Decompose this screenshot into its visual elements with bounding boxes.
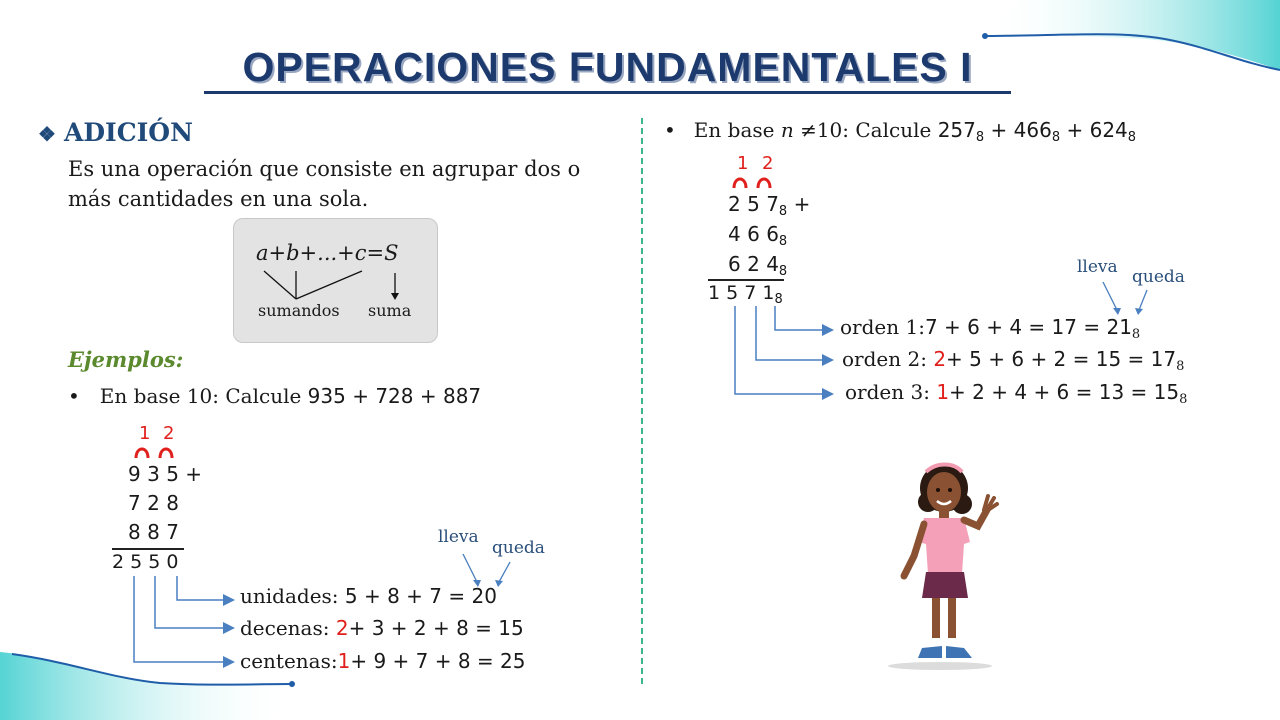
page-title: OPERACIONES FUNDAMENTALES I (242, 44, 973, 90)
plus-sign: + (185, 462, 203, 486)
digit: 7 (744, 282, 757, 304)
digit: 2 (112, 551, 125, 573)
step-label: centenas: (240, 649, 338, 673)
digit: 3 (147, 462, 160, 486)
example1-row-3 (128, 520, 179, 544)
example1-step-units (240, 584, 497, 608)
example1-row-2 (128, 491, 179, 515)
plus-sign: + (1066, 118, 1084, 142)
digit: 2 (147, 491, 160, 515)
example1-prompt-prefix: En base 10: Calcule (99, 384, 302, 408)
section-heading (38, 118, 193, 147)
example2-term: $257_8$ (937, 118, 985, 145)
example2-connector-lines (725, 300, 845, 400)
base-subscript: 8 (778, 264, 788, 279)
bullet: • (664, 118, 676, 142)
example1-step-hundreds (240, 649, 526, 673)
step-label: orden 2: (842, 347, 927, 371)
step-label: unidades: (240, 584, 339, 608)
example1-lleva-label: lleva (438, 527, 479, 547)
formula-expression: a+b+...+c=S (256, 241, 399, 265)
step-expression: + 2 + 4 + 6 = 13 = 15 (949, 380, 1180, 404)
example2-prompt-prefix: En base (693, 118, 775, 142)
example1-prompt-expression: 935 + 728 + 887 (307, 384, 482, 408)
example2-step-order-3 (845, 380, 1187, 407)
digit: 5 (747, 192, 760, 216)
step-carry: 2 (933, 347, 947, 371)
example2-row-3 (728, 252, 787, 279)
example2-prompt (664, 118, 1136, 145)
digit: 5 (726, 282, 739, 304)
digit: 5 (148, 551, 161, 573)
digit: 7 (166, 520, 179, 544)
step-expression: + 9 + 7 + 8 = 25 (350, 649, 526, 673)
digit: 4 (766, 252, 779, 276)
base-subscript: 8 (778, 204, 788, 219)
formula-box (233, 218, 438, 343)
digit: 8 (166, 491, 179, 515)
example2-row-2 (728, 222, 787, 249)
formula-addends-label: sumandos (258, 301, 340, 320)
example1-queda-label: queda (492, 538, 545, 558)
digit: 4 (728, 222, 741, 246)
example2-carry-1: 1 (737, 153, 749, 174)
example1-step-tens (240, 616, 524, 640)
step-expression: 5 + 8 + 7 = 20 (344, 584, 497, 608)
example2-sum-line (708, 279, 784, 281)
step-carry: 2 (335, 616, 349, 640)
digit: 0 (166, 551, 179, 573)
step-expression: + 3 + 2 + 8 = 15 (348, 616, 524, 640)
digit: 7 (766, 192, 779, 216)
step-expression: 7 + 6 + 4 = 17 = 21 (924, 315, 1132, 339)
digit: 8 (147, 520, 160, 544)
base-subscript: 8 (774, 292, 783, 307)
section-heading-text: ADICIÓN (63, 118, 193, 147)
step-label: orden 1: (840, 315, 925, 339)
example2-prompt-variable: n (780, 118, 794, 142)
plus-sign: + (793, 192, 811, 216)
example2-carry-2: 2 (762, 153, 774, 174)
example1-prompt (68, 384, 481, 408)
digit: 1 (708, 282, 721, 304)
example2-term: $624_8$ (1089, 118, 1137, 145)
formula-sum-label: suma (368, 301, 412, 320)
title-underline (204, 91, 1011, 94)
digit: 6 (766, 222, 779, 246)
girl-waving-illustration (880, 452, 1000, 672)
digit: 5 (166, 462, 179, 486)
digit: 1 (762, 282, 775, 304)
step-label: orden 3: (845, 380, 930, 404)
step-carry: 1 (337, 649, 351, 673)
example1-connector-lines (120, 570, 250, 670)
example2-prompt-condition: ≠10: Calcule (800, 118, 932, 142)
example1-sum-line (112, 548, 184, 550)
digit: 9 (128, 462, 141, 486)
base-subscript: 8 (1176, 359, 1185, 374)
example2-queda-label: queda (1132, 267, 1185, 287)
digit: 2 (747, 252, 760, 276)
example2-row-1 (728, 192, 810, 219)
base-subscript: 8 (1179, 392, 1188, 407)
plus-sign: + (990, 118, 1008, 142)
step-label: decenas: (240, 616, 330, 640)
example1-carry-1: 1 (139, 423, 151, 444)
column-divider (641, 118, 643, 684)
step-expression: + 5 + 6 + 2 = 15 = 17 (946, 347, 1177, 371)
digit: 6 (747, 222, 760, 246)
example2-step-order-2 (842, 347, 1184, 374)
bullet: • (68, 384, 80, 408)
example2-step-order-1 (840, 315, 1140, 342)
example1-row-1 (128, 462, 202, 486)
examples-label: Ejemplos: (68, 347, 184, 372)
diamond-bullet-icon: ❖ (38, 122, 56, 146)
digit: 7 (128, 491, 141, 515)
digit: 8 (128, 520, 141, 544)
digit: 2 (728, 192, 741, 216)
example2-lleva-queda-arrows (1095, 278, 1165, 320)
digit: 5 (130, 551, 143, 573)
base-subscript: 8 (778, 234, 788, 249)
step-carry: 1 (936, 380, 950, 404)
digit: 6 (728, 252, 741, 276)
example1-carry-2: 2 (163, 423, 175, 444)
example2-term: $466_8$ (1013, 118, 1061, 145)
example2-carry-arcs (728, 170, 788, 192)
base-subscript: 8 (1131, 327, 1141, 342)
example2-lleva-label: lleva (1077, 257, 1118, 277)
section-description: Es una operación que consiste en agrupar dos o más cantidades en una sola. (68, 157, 581, 211)
example1-carry-arcs (130, 440, 190, 462)
